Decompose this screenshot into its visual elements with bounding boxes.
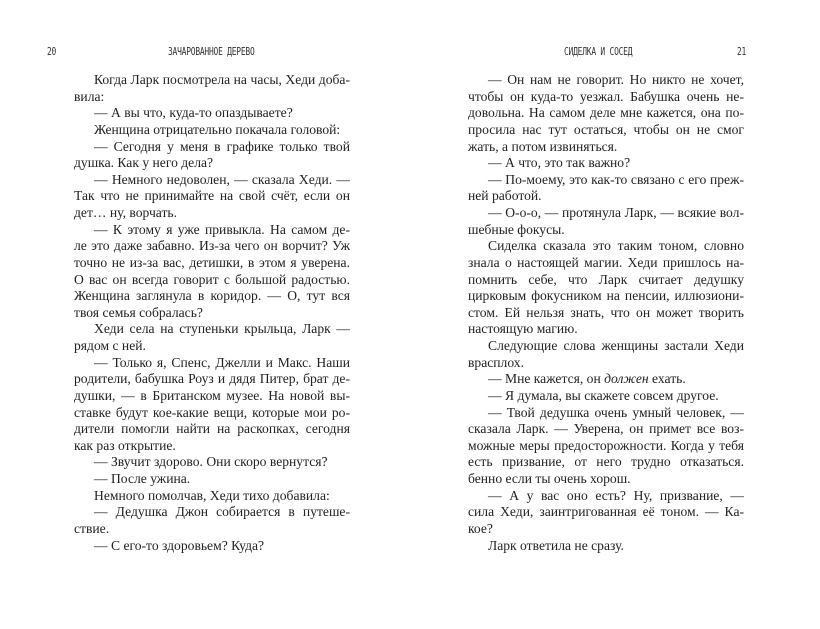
paragraph xyxy=(74,172,350,222)
text-line: — Немного недоволен, — сказала Хеди. — xyxy=(94,171,350,187)
text-line: О вас он всегда говорит с большой радостью. xyxy=(74,271,350,287)
paragraph xyxy=(468,338,744,371)
text-line: жать, а потом извиняться. xyxy=(468,138,618,154)
text-line: Следующие слова женщины застали Хеди xyxy=(488,338,744,353)
text-line: — После ужина. xyxy=(94,471,191,486)
page-number: 21 xyxy=(737,45,747,58)
text-line: просила нас тут остаться, чтобы он не смог xyxy=(468,121,744,137)
text-line: цирковым фокусником на пенсии, иллюзиони- xyxy=(468,288,744,304)
paragraph xyxy=(74,488,350,505)
text-line: вила: xyxy=(74,88,105,104)
text-line: есть призвание, от него трудно отказаться. xyxy=(468,454,744,470)
text-line xyxy=(468,371,744,388)
text-line: довольна. На самом деле мне кажется, она по- xyxy=(468,105,744,121)
text-line: — Твой дедушка очень умный человек, — xyxy=(488,404,744,420)
text-line: — Сегодня у меня в графике только твой xyxy=(94,138,350,154)
paragraph xyxy=(468,488,744,538)
text-line: Так что не принимайте на свой счёт, если он xyxy=(74,188,350,204)
text-line: — О-о-о, — протянула Ларк, — всякие вол- xyxy=(488,205,744,220)
text-line: ле это даже забавно. Из-за чего он ворчит? Уж xyxy=(74,238,350,254)
paragraph xyxy=(74,72,350,105)
body-text xyxy=(468,72,744,554)
text-line: ствие. xyxy=(74,520,110,536)
text-line: — Звучит здорово. Они скоро вернутся? xyxy=(94,454,328,470)
text-line: Женщина отрицательно покачала головой: xyxy=(94,121,341,137)
text-line: шебные фокусы. xyxy=(468,221,565,237)
paragraph xyxy=(74,504,350,537)
text-line: родители, бабушка Роуз и дядя Питер, брат де- xyxy=(74,371,350,387)
paragraph xyxy=(468,172,744,205)
paragraph xyxy=(74,122,350,139)
text-line: — По-моему, это как-то связано с его преж- xyxy=(488,171,744,187)
text-line: бенно если ты очень хорош. xyxy=(468,471,631,486)
paragraph xyxy=(74,454,350,471)
paragraph xyxy=(74,471,350,488)
paragraph xyxy=(468,405,744,488)
text-segment: ехать. xyxy=(648,371,686,387)
text-line: настоящую магию. xyxy=(468,321,578,337)
text-line: рядом с ней. xyxy=(74,338,146,353)
paragraph xyxy=(468,538,744,555)
paragraph xyxy=(468,72,744,155)
text-line: — Я думала, вы скажете совсем другое. xyxy=(488,387,719,403)
paragraph xyxy=(74,139,350,172)
text-line: — А у вас оно есть? Ну, призвание, — xyxy=(488,487,744,503)
paragraph xyxy=(468,371,744,388)
text-line: Женщина заглянула в коридор. — О, тут вся xyxy=(74,288,350,304)
right-page xyxy=(410,0,820,629)
text-line: стом. Ей нельзя знать, что он может творить xyxy=(468,304,744,320)
body-text xyxy=(74,72,350,554)
text-line: кое? xyxy=(468,520,493,536)
text-line: дет… ну, ворчать. xyxy=(74,205,178,220)
text-line: — Дедушка Джон собирается в путеше- xyxy=(94,504,350,520)
text-line: дители помогли найти на раскопках, сегодня xyxy=(74,421,350,437)
text-line: — С его-то здоровьем? Куда? xyxy=(94,537,265,553)
text-line: Когда Ларк посмотрела на часы, Хеди доба- xyxy=(94,72,350,87)
text-line: — А вы что, куда-то опаздываете? xyxy=(94,105,293,121)
text-line: как раз открытие. xyxy=(74,437,176,453)
text-line: Ларк ответила не сразу. xyxy=(488,537,624,553)
page-number: 20 xyxy=(47,45,57,58)
text-line: ставке будут кое-какие вещи, которые мои ро- xyxy=(74,404,350,420)
paragraph xyxy=(74,222,350,322)
running-title: СИДЕЛКА И СОСЕД xyxy=(564,45,633,58)
text-line: — Только я, Спенс, Джелли и Макс. Наши xyxy=(94,354,350,370)
paragraph xyxy=(74,105,350,122)
text-line: душка. Как у него дела? xyxy=(74,155,214,171)
text-line: врасплох. xyxy=(468,354,524,370)
paragraph xyxy=(468,155,744,172)
text-line: знала о настоящей магии. Хеди пришлось на- xyxy=(468,254,744,270)
text-line: сила Хеди, заинтригованная её тоном. — Ка- xyxy=(468,504,744,520)
paragraph xyxy=(468,388,744,405)
text-line: помнить себе, что Ларк считает дедушку xyxy=(468,271,744,287)
text-line: Немного помолчав, Хеди тихо добавила: xyxy=(94,487,330,503)
paragraph xyxy=(468,238,744,338)
text-line: — Он нам не говорит. Но никто не хочет, xyxy=(488,72,744,87)
text-line: ней работой. xyxy=(468,188,542,204)
text-line: — А что, это так важно? xyxy=(488,155,631,171)
text-line: — К этому я уже привыкла. На самом де- xyxy=(94,221,350,237)
text-segment: — Мне кажется, он xyxy=(488,371,605,387)
paragraph xyxy=(74,355,350,455)
text-line: точно не из-за вас, детишки, в этом я уверена. xyxy=(74,254,350,270)
text-line: можные меры предосторожности. Когда у тебя xyxy=(468,437,744,453)
running-title: ЗАЧАРОВАННОЕ ДЕРЕВО xyxy=(168,45,255,58)
text-line: сказала Ларк. — Уверена, он примет все воз- xyxy=(468,421,744,437)
emphasis-text: должен xyxy=(604,371,649,387)
paragraph xyxy=(74,321,350,354)
paragraph xyxy=(468,205,744,238)
paragraph xyxy=(74,538,350,555)
text-line: Сиделка сказала это таким тоном, словно xyxy=(488,238,744,254)
text-line: душки, — в Британском музее. На новой вы- xyxy=(74,387,350,403)
text-line: чтобы он куда-то уезжал. Бабушка очень не- xyxy=(468,88,744,104)
text-line: твоя семья собралась? xyxy=(74,304,203,320)
text-line: Хеди села на ступеньки крыльца, Ларк — xyxy=(94,321,350,337)
